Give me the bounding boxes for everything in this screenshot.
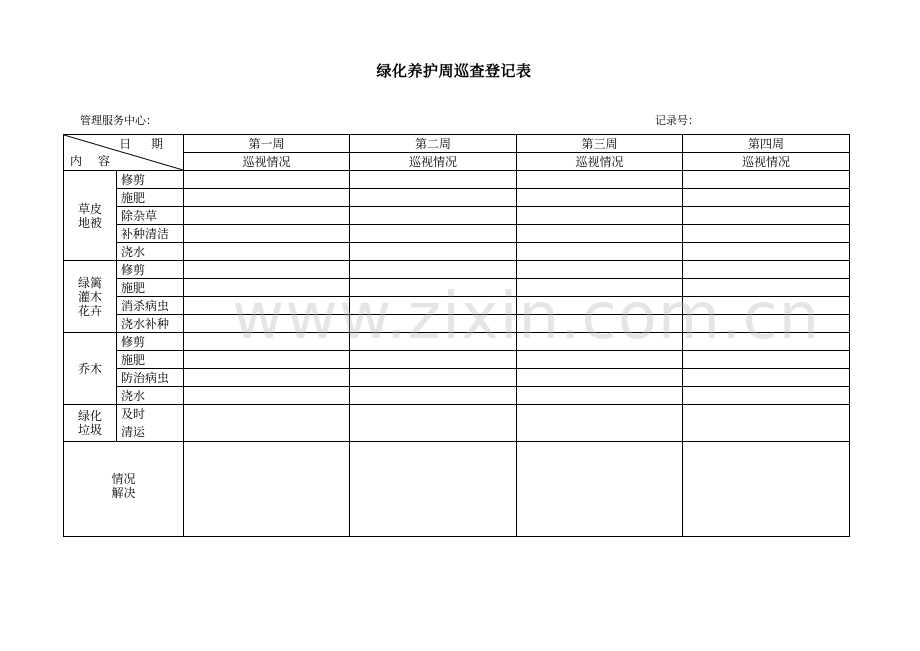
week-1-header: 第一周 [184, 135, 350, 153]
content-header-label: 内 容 [70, 154, 116, 168]
item-lawn-trim: 修剪 [117, 171, 184, 189]
table-row [64, 243, 850, 261]
table-row [64, 351, 850, 369]
week-1-cell[interactable] [184, 315, 350, 333]
week-2-cell[interactable] [350, 189, 517, 207]
week-4-cell[interactable] [683, 297, 850, 315]
header-row-weeks [64, 135, 850, 153]
table-row [64, 387, 850, 405]
record-number-label: 记录号： [655, 114, 699, 127]
week-1-cell[interactable] [184, 243, 350, 261]
table-row [64, 333, 850, 351]
week-4-cell[interactable] [683, 387, 850, 405]
week-1-situation-cell[interactable] [184, 442, 350, 537]
week-4-cell[interactable] [683, 405, 850, 442]
week-1-cell[interactable] [184, 387, 350, 405]
item-trees-fertilize: 施肥 [117, 351, 184, 369]
week-3-cell[interactable] [517, 369, 683, 387]
inspection-table [63, 134, 850, 537]
week-2-cell[interactable] [350, 369, 517, 387]
item-hedge-fertilize: 施肥 [117, 279, 184, 297]
category-hedge-line-2: 灌木 [77, 289, 102, 304]
table-row [64, 189, 850, 207]
category-trees [64, 333, 117, 405]
week-2-header: 第二周 [350, 135, 517, 153]
item-lawn-fertilize: 施肥 [117, 189, 184, 207]
category-lawn-line-1: 草皮 [77, 201, 102, 216]
item-waste-removal [117, 405, 184, 442]
week-3-cell[interactable] [517, 297, 683, 315]
week-3-cell[interactable] [517, 405, 683, 442]
week-1-cell[interactable] [184, 297, 350, 315]
week-1-cell[interactable] [184, 279, 350, 297]
week-2-cell[interactable] [350, 315, 517, 333]
week-1-cell[interactable] [184, 189, 350, 207]
item-hedge-pest: 消杀病虫 [117, 297, 184, 315]
table-row [64, 171, 850, 189]
week-4-cell[interactable] [683, 207, 850, 225]
category-trees-line-1: 乔木 [77, 361, 102, 376]
week-2-cell[interactable] [350, 279, 517, 297]
week-4-cell[interactable] [683, 243, 850, 261]
week-1-cell[interactable] [184, 405, 350, 442]
category-waste-line-2: 垃圾 [77, 423, 102, 437]
item-lawn-weed: 除杂草 [117, 207, 184, 225]
item-waste-line-1: 及时 [121, 407, 146, 421]
week-2-cell[interactable] [350, 297, 517, 315]
situation-row [64, 442, 850, 537]
week-4-header: 第四周 [683, 135, 850, 153]
week-4-cell[interactable] [683, 189, 850, 207]
week-2-cell[interactable] [350, 225, 517, 243]
situation-line-1: 情况 [111, 472, 136, 486]
item-waste-line-2: 清运 [121, 425, 146, 439]
category-waste-line-1: 绿化 [77, 409, 102, 423]
week-2-cell[interactable] [350, 405, 517, 442]
week-2-cell[interactable] [350, 207, 517, 225]
week-4-cell[interactable] [683, 369, 850, 387]
week-3-cell[interactable] [517, 243, 683, 261]
week-2-sub-header: 巡视情况 [350, 153, 517, 171]
week-4-situation-cell[interactable] [683, 442, 850, 537]
category-hedge-line-1: 绿篱 [77, 275, 102, 290]
management-center-label: 管理服务中心： [80, 114, 157, 127]
week-3-cell[interactable] [517, 261, 683, 279]
item-lawn-replant: 补种清洁 [117, 225, 184, 243]
table-row [64, 261, 850, 279]
week-4-cell[interactable] [683, 279, 850, 297]
item-hedge-water-replant: 浇水补种 [117, 315, 184, 333]
watermark: www.zixin.com.cn [232, 280, 821, 354]
category-green-waste [64, 405, 117, 442]
week-1-cell[interactable] [184, 171, 350, 189]
category-lawn-line-2: 地被 [77, 215, 102, 230]
week-2-cell[interactable] [350, 333, 517, 351]
week-4-cell[interactable] [683, 225, 850, 243]
week-1-cell[interactable] [184, 333, 350, 351]
table-row [64, 369, 850, 387]
diagonal-header-cell [64, 135, 184, 171]
week-4-cell[interactable] [683, 171, 850, 189]
week-1-cell[interactable] [184, 225, 350, 243]
week-4-cell[interactable] [683, 315, 850, 333]
week-4-cell[interactable] [683, 333, 850, 351]
week-2-situation-cell[interactable] [350, 442, 517, 537]
week-3-header: 第三周 [517, 135, 683, 153]
week-3-cell[interactable] [517, 171, 683, 189]
table-row [64, 207, 850, 225]
week-1-sub-header: 巡视情况 [184, 153, 350, 171]
week-3-situation-cell[interactable] [517, 442, 683, 537]
week-2-cell[interactable] [350, 261, 517, 279]
week-1-cell[interactable] [184, 207, 350, 225]
table-row [64, 315, 850, 333]
week-2-cell[interactable] [350, 351, 517, 369]
situation-resolution-cell [64, 442, 184, 537]
week-1-cell[interactable] [184, 369, 350, 387]
week-2-cell[interactable] [350, 171, 517, 189]
week-3-cell[interactable] [517, 333, 683, 351]
week-3-sub-header: 巡视情况 [517, 153, 683, 171]
page-title: 绿化养护周巡查登记表 [376, 62, 532, 80]
table-row [64, 405, 850, 442]
week-3-cell[interactable] [517, 207, 683, 225]
week-3-cell[interactable] [517, 189, 683, 207]
item-lawn-water: 浇水 [117, 243, 184, 261]
situation-line-2: 解决 [111, 486, 136, 500]
week-1-cell[interactable] [184, 351, 350, 369]
date-header-label: 日 期 [119, 137, 171, 151]
item-trees-water: 浇水 [117, 387, 184, 405]
item-trees-pest-control: 防治病虫 [117, 369, 184, 387]
week-4-cell[interactable] [683, 261, 850, 279]
item-hedge-trim: 修剪 [117, 261, 184, 279]
category-hedge [64, 261, 117, 333]
week-3-cell[interactable] [517, 279, 683, 297]
week-3-cell[interactable] [517, 387, 683, 405]
week-3-cell[interactable] [517, 315, 683, 333]
week-2-cell[interactable] [350, 243, 517, 261]
table-row [64, 225, 850, 243]
week-4-cell[interactable] [683, 351, 850, 369]
week-3-cell[interactable] [517, 351, 683, 369]
category-lawn [64, 171, 117, 261]
item-trees-trim: 修剪 [117, 333, 184, 351]
week-1-cell[interactable] [184, 261, 350, 279]
week-4-sub-header: 巡视情况 [683, 153, 850, 171]
week-2-cell[interactable] [350, 387, 517, 405]
table-row [64, 279, 850, 297]
table-row [64, 297, 850, 315]
week-3-cell[interactable] [517, 225, 683, 243]
category-hedge-line-3: 花卉 [77, 303, 102, 318]
